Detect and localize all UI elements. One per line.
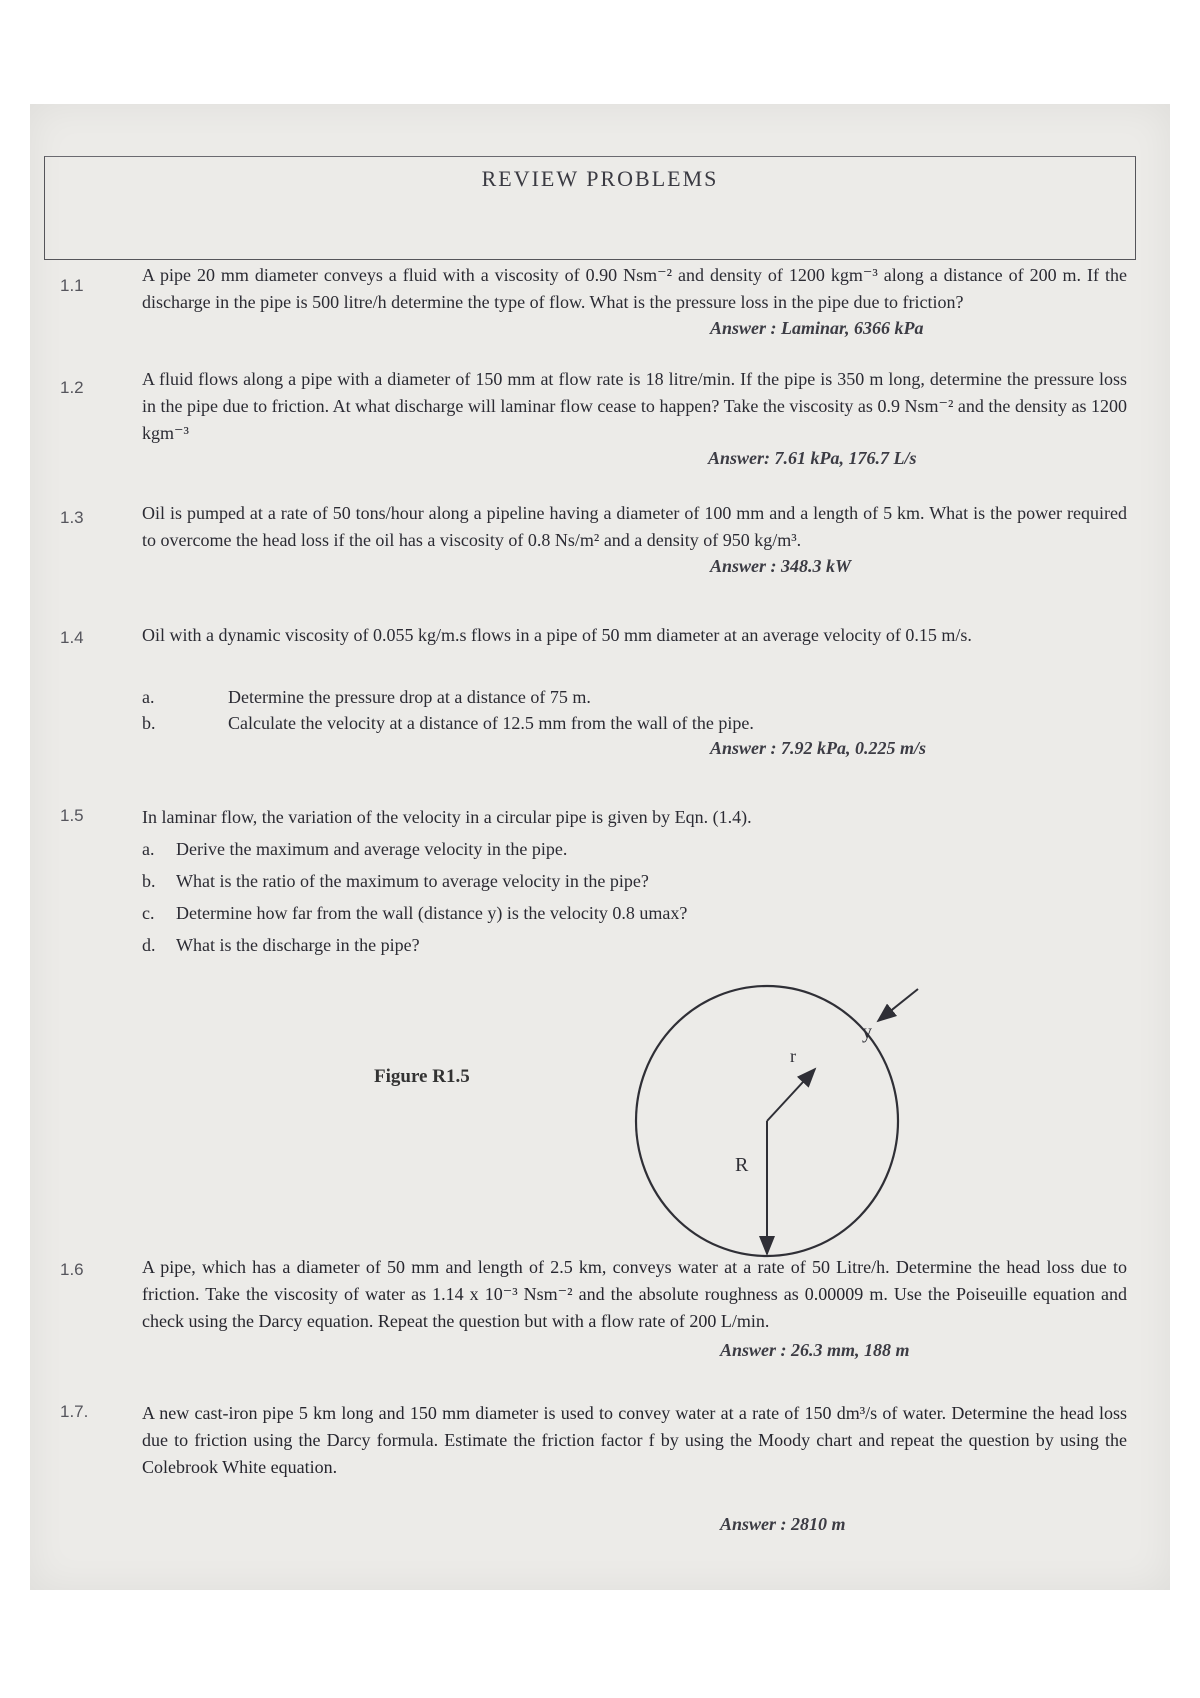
problem-number: 1.4 (60, 628, 84, 647)
subitem-label: a. (142, 687, 155, 707)
subitem-a (142, 836, 567, 863)
subitem-text: Calculate the velocity at a distance of 12.5 mm from the wall of the pipe. (228, 713, 754, 733)
page-sheet (30, 104, 1170, 1590)
problem-number: 1.5 (60, 806, 84, 825)
problem-answer: Answer : Laminar, 6366 kPa (710, 318, 924, 338)
label-r: r (790, 1046, 796, 1066)
subitem-c (142, 900, 687, 927)
problem-text: A pipe, which has a diameter of 50 mm and length of 2.5 km, conveys water at a rate of 50 Litre/h. Determine the head loss due to friction. Take the viscosity of water as 1.14 x 10⁻³ Nsm⁻² and the absolute roughness as 0.00009 m. Use the Poiseuille equation and check using the Darcy equation. Repeat the question but with a flow rate of 200 L/min. (142, 1257, 1127, 1331)
problem-text: Oil is pumped at a rate of 50 tons/hour along a pipeline having a diameter of 100 mm and a length of 5 km. What is the power required to overcome the head loss if the oil has a viscosity of 0.8 Ns/m² and a density of 950 kg/m³. (142, 503, 1127, 550)
problem-answer: Answer : 7.92 kPa, 0.225 m/s (710, 738, 927, 758)
problem-answer: Answer : 348.3 kW (710, 556, 852, 576)
problem-text: A pipe 20 mm diameter conveys a fluid with a viscosity of 0.90 Nsm⁻² and density of 1200 kgm⁻³ along a distance of 200 m. If the discharge in the pipe is 500 litre/h determine the type of flow. What is the pressure loss in the pipe due to friction? (142, 265, 1127, 312)
label-R: R (735, 1154, 749, 1176)
label-y: y (862, 1021, 872, 1043)
subitem-b (142, 868, 649, 895)
subitem-text: What is the ratio of the maximum to average velocity in the pipe? (176, 871, 649, 891)
pipe-circle (636, 986, 898, 1256)
subitem-label: b. (142, 871, 156, 891)
problem-text: A fluid flows along a pipe with a diameter of 150 mm at flow rate is 18 litre/min. If the pipe is 350 m long, determine the pressure loss in the pipe due to friction. At what discharge will laminar flow cease to happen? Take the viscosity as 0.9 Nsm⁻² and the density as 1200 kgm⁻³ (142, 369, 1127, 443)
subitem-label: a. (142, 839, 155, 859)
problem-number: 1.1 (60, 276, 84, 295)
page-title: REVIEW PROBLEMS (481, 166, 719, 191)
problem-number: 1.7. (60, 1402, 89, 1421)
problem-answer: Answer : 26.3 mm, 188 m (720, 1340, 910, 1360)
subitem-label: b. (142, 713, 156, 733)
problem-number: 1.3 (60, 508, 84, 527)
subitem-d (142, 932, 420, 959)
subitem-label: d. (142, 935, 156, 955)
subitem-label: c. (142, 903, 155, 923)
subitem-text: Determine how far from the wall (distance y) is the velocity 0.8 umax? (176, 903, 688, 923)
subitem-b (142, 710, 754, 737)
radius-r-arrow (767, 1069, 815, 1121)
subitem-text: Derive the maximum and average velocity in the pipe. (176, 839, 568, 859)
problem-number: 1.6 (60, 1260, 84, 1279)
subitem-text: What is the discharge in the pipe? (176, 935, 420, 955)
figure-caption: Figure R1.5 (374, 1066, 470, 1087)
subitem-text: Determine the pressure drop at a distance of 75 m. (228, 687, 591, 707)
problem-text: A new cast-iron pipe 5 km long and 150 mm diameter is used to convey water at a rate of 150 dm³/s of water. Determine the head loss due to friction using the Darcy formula. Estimate the friction factor f by using the Moody chart and repeat the question by using the Colebrook White equation. (142, 1403, 1127, 1477)
problem-answer: Answer : 2810 m (720, 1514, 846, 1534)
subitem-a (142, 684, 591, 711)
problem-number: 1.2 (60, 378, 84, 397)
problem-text: Oil with a dynamic viscosity of 0.055 kg/m.s flows in a pipe of 50 mm diameter at an average velocity of 0.15 m/s. (142, 625, 972, 645)
problem-answer: Answer: 7.61 kPa, 176.7 L/s (708, 448, 917, 468)
distance-y-arrow (878, 989, 918, 1021)
problem-text: In laminar flow, the variation of the velocity in a circular pipe is given by Eqn. (1.4). (142, 807, 752, 827)
